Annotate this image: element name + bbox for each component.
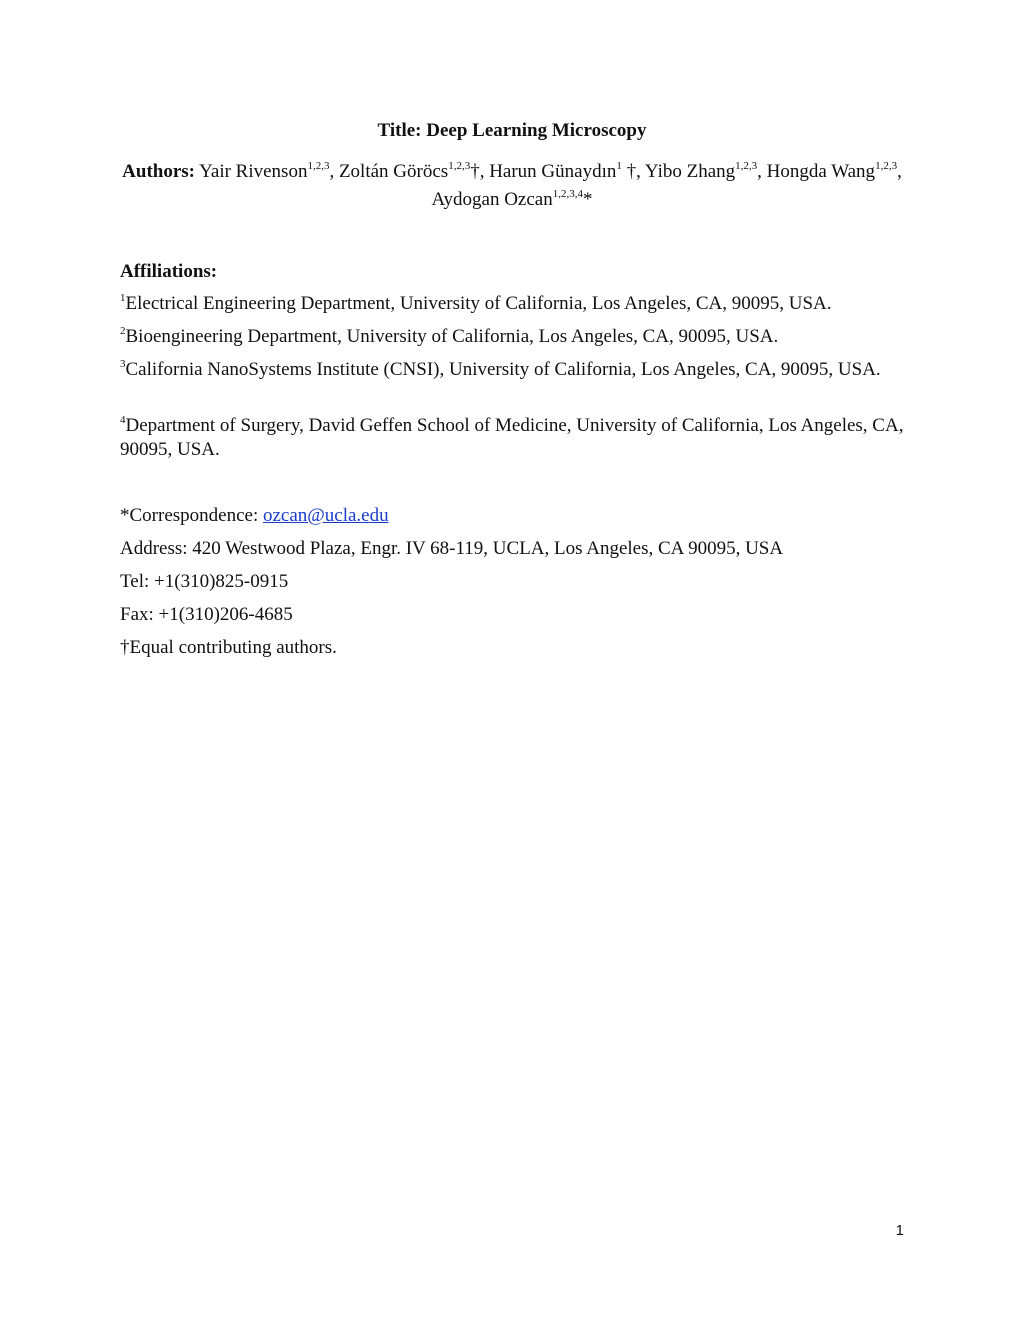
author-4: Yibo Zhang$^{1,2,3}$,	[644, 159, 767, 182]
affiliation-3: $^3$California NanoSystems Institute (CNSI), University of California, Los Angeles, CA, 90095, USA.	[120, 357, 881, 380]
equal-contribution-note: †Equal contributing authors.	[120, 637, 337, 658]
author-1: Yair Rivenson$^{1,2,3}$,	[199, 159, 339, 182]
author-6: Aydogan Ozcan$^{1,2,3,4}$*	[431, 187, 593, 210]
affiliation-2: $^2$Bioengineering Department, University of California, Los Angeles, CA, 90095, USA.	[120, 324, 779, 347]
authors-label: Authors:	[122, 161, 196, 182]
affiliation-1: $^1$Electrical Engineering Department, University of California, Los Angeles, CA, 90095, USA.	[120, 291, 832, 314]
author-2: Zoltán Göröcs$^{1,2,3}$†,	[338, 159, 490, 182]
page-number: 1	[895, 1222, 904, 1239]
author-list	[120, 158, 904, 214]
author-3: Harun Günaydın$^1$ †,	[489, 159, 645, 182]
correspondence-line	[120, 504, 904, 528]
address-line: Address: 420 Westwood Plaza, Engr. IV 68-119, UCLA, Los Angeles, CA 90095, USA	[120, 538, 784, 559]
telephone-line: Tel: +1(310)825-0915	[120, 571, 289, 592]
fax-line: Fax: +1(310)206-4685	[120, 604, 293, 625]
correspondence-label: *Correspondence:	[120, 505, 263, 526]
affiliations-heading: Affiliations:	[120, 261, 218, 282]
affiliation-4: $^4$Department of Surgery, David Geffen School of Medicine, University of California, Los Angeles, CA, 90095, USA.	[120, 413, 904, 460]
author-5: Hongda Wang$^{1,2,3}$,	[766, 159, 902, 182]
paper-title: Title: Deep Learning Microscopy	[377, 120, 647, 141]
email-link[interactable]: ozcan@ucla.edu	[262, 505, 389, 526]
